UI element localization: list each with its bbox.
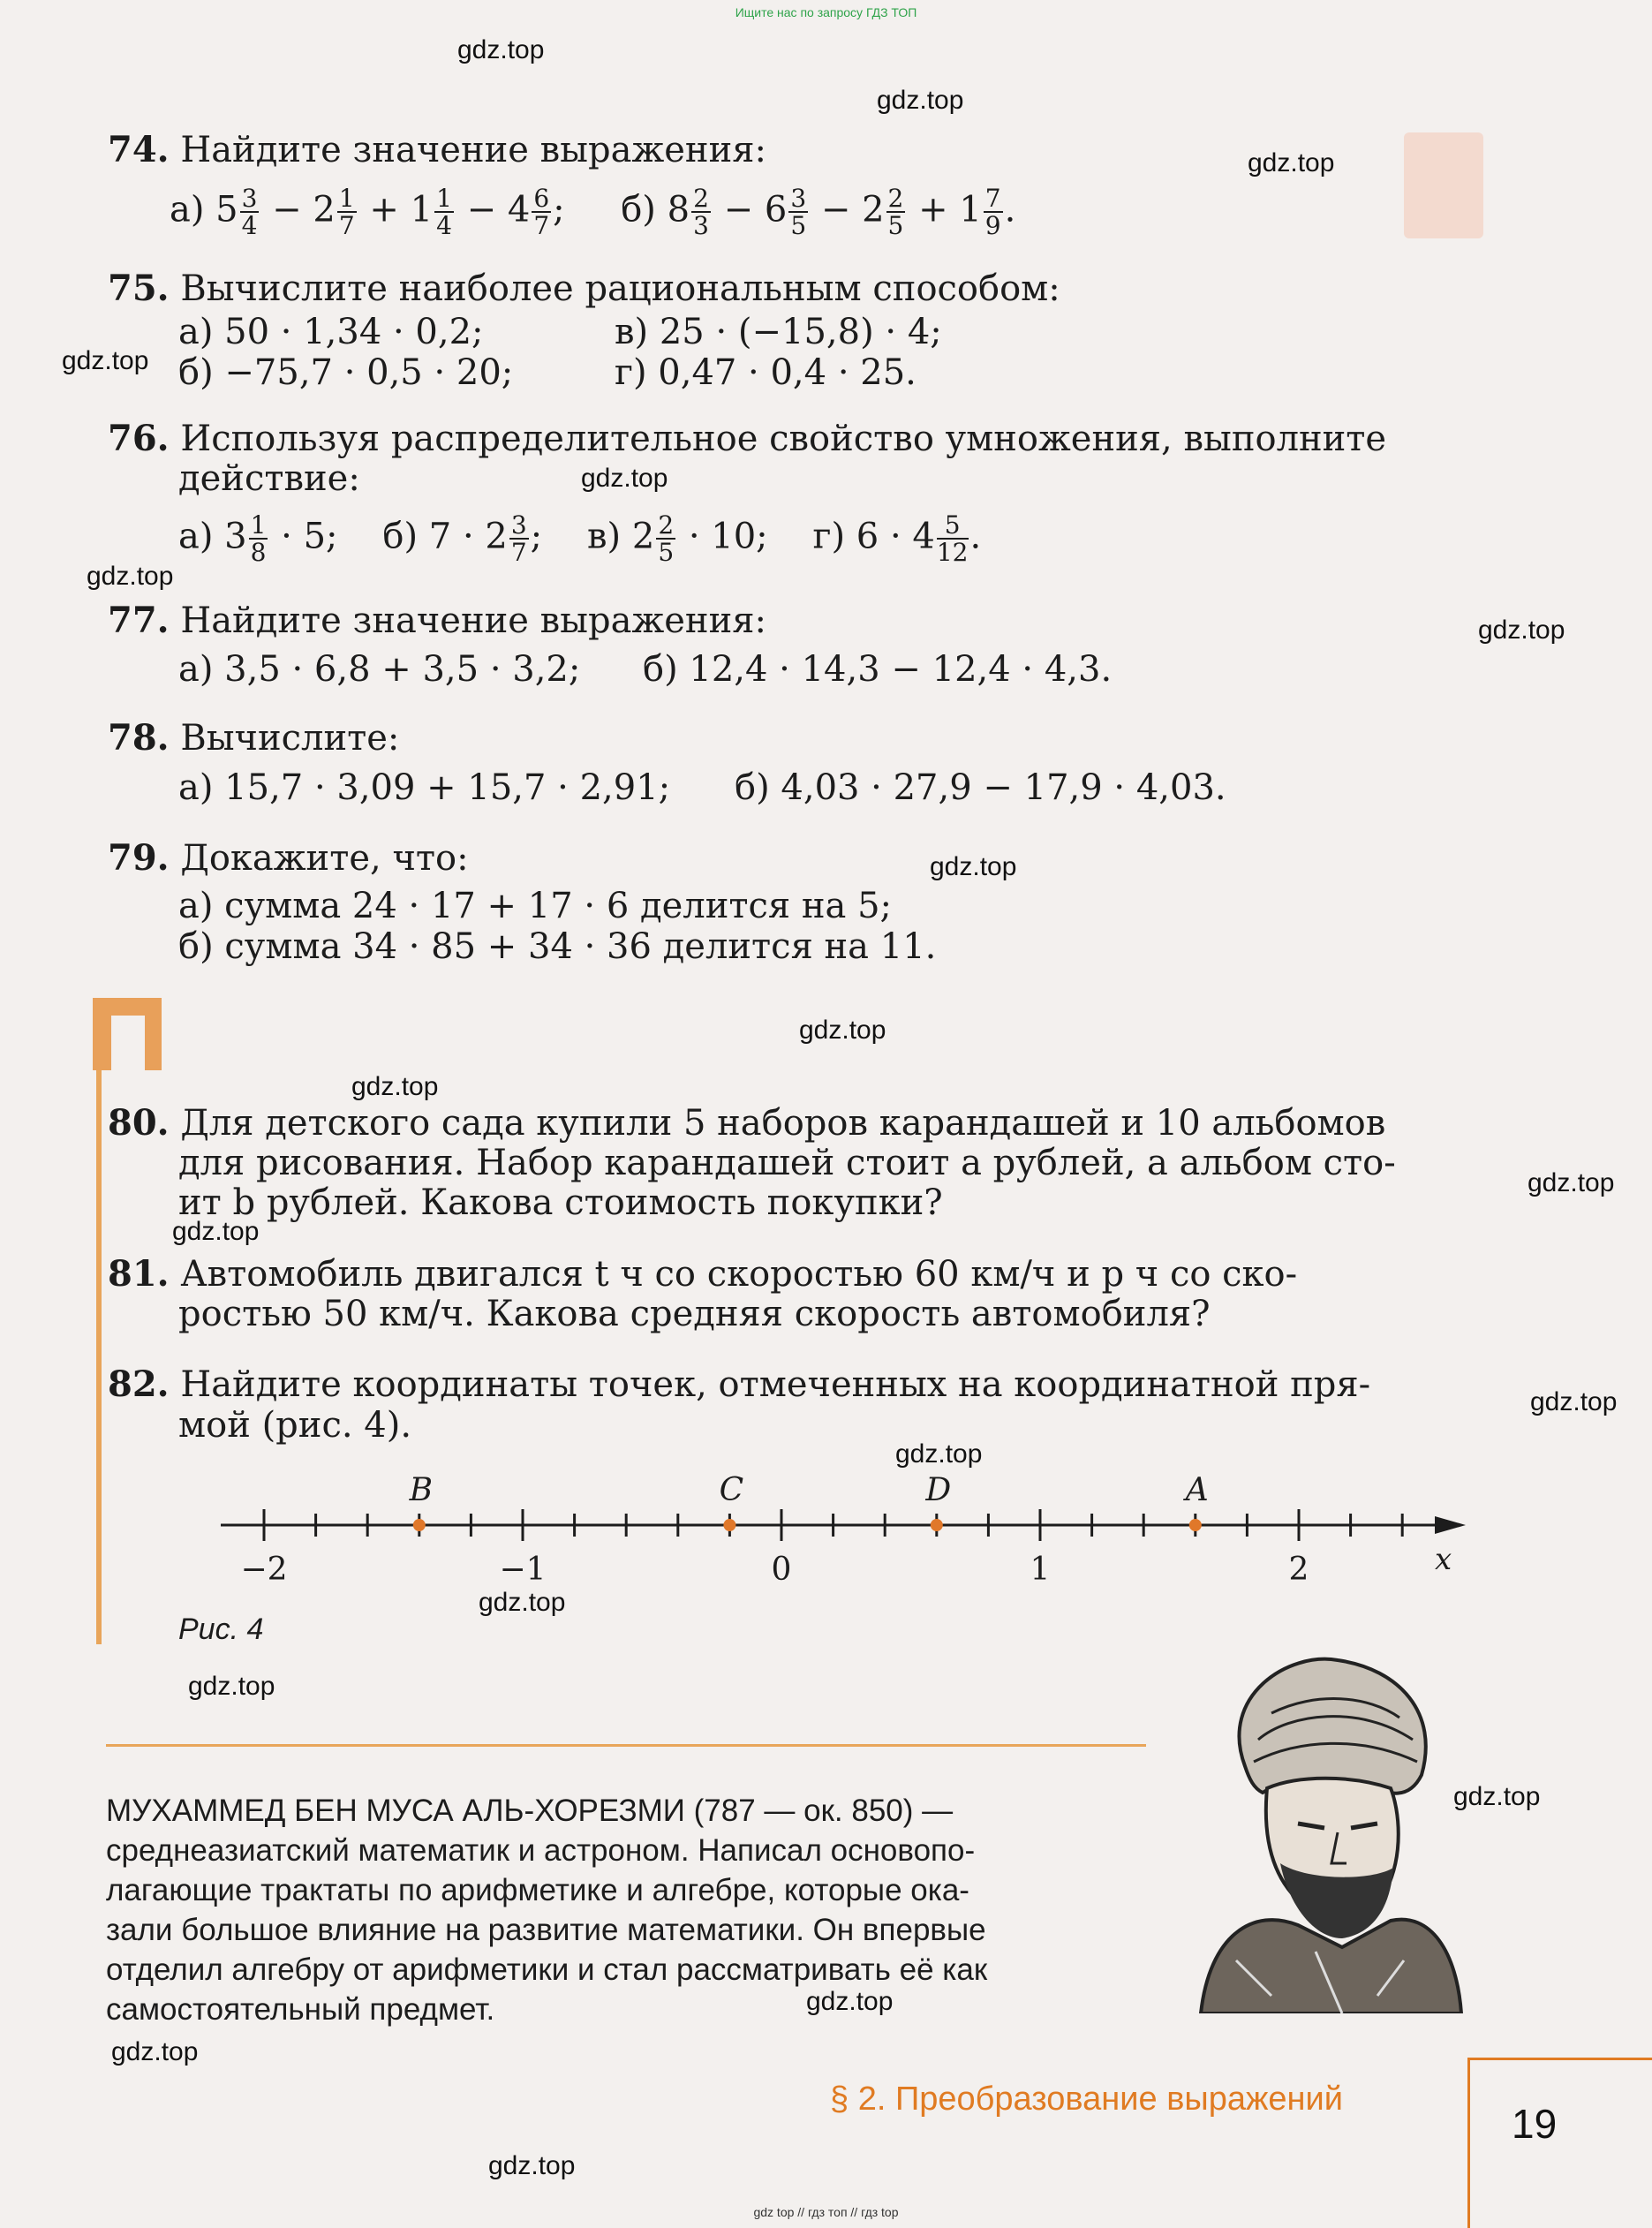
bio-divider (106, 1744, 1146, 1747)
axis-arrow (1435, 1516, 1466, 1534)
watermark: gdz.top (1248, 148, 1335, 177)
watermark: gdz.top (457, 35, 545, 64)
problem-75-c: в) 25 · (−15,8) · 4; (615, 312, 942, 352)
bottom-banner: gdz top // гдз топ // гдз top (753, 2205, 899, 2219)
problem-78: 78. Вычислите: (108, 717, 400, 759)
watermark: gdz.top (351, 1072, 439, 1101)
bio-line-3: лагающие трактаты по арифметике и алгебре, которые ока- (106, 1873, 969, 1907)
problem-80-l3: ит b рублей. Какова стоимость покупки? (178, 1182, 943, 1223)
watermark: gdz.top (1528, 1168, 1615, 1197)
figure-caption: Рис. 4 (178, 1612, 264, 1646)
point-A (1189, 1519, 1202, 1531)
top-banner: Ищите нас по запросу ГДЗ ТОП (735, 5, 917, 19)
watermark: gdz.top (188, 1672, 275, 1701)
problem-75-a: а) 50 · 1,34 · 0,2; (178, 312, 484, 352)
point-label-D: D (925, 1472, 952, 1508)
problem-77-b: б) 12,4 · 14,3 − 12,4 · 4,3. (643, 649, 1113, 690)
watermark: gdz.top (1478, 616, 1565, 645)
problem-77: 77. Найдите значение выражения: (108, 600, 766, 641)
problem-76: 76. Используя распределительное свойство умножения, выполните (108, 418, 1387, 459)
watermark: gdz.top (1453, 1782, 1541, 1811)
portrait-illustration (1183, 1643, 1466, 2013)
watermark: gdz.top (930, 852, 1017, 881)
watermark: gdz.top (87, 562, 174, 591)
problem-79: 79. Докажите, что: (108, 837, 469, 879)
problem-75-d: г) 0,47 · 0,4 · 25. (615, 352, 917, 393)
point-label-A: A (1185, 1472, 1209, 1508)
watermark: gdz.top (111, 2037, 199, 2066)
section-title: § 2. Преобразование выражений (830, 2081, 1343, 2118)
watermark: gdz.top (799, 1016, 886, 1045)
tick-label: 1 (1030, 1552, 1051, 1588)
number-line (221, 1472, 1466, 1588)
watermark: gdz.top (62, 346, 149, 375)
tick-label: −1 (499, 1552, 547, 1588)
problem-75: 75. Вычислите наиболее рациональным способом: (108, 268, 1060, 309)
page-number-box (1467, 2058, 1652, 2228)
point-C (723, 1519, 735, 1531)
point-B (413, 1519, 426, 1531)
tick-label: 2 (1288, 1552, 1309, 1588)
problem-81-l2: ростью 50 км/ч. Какова средняя скорость автомобиля? (178, 1294, 1211, 1334)
bio-line-1: МУХАММЕД БЕН МУСА АЛЬ-ХОРЕЗМИ (787 — ок. 850) — (106, 1794, 954, 1828)
point-D (931, 1519, 943, 1531)
bio-line-4: зали большое влияние на развитие математики. Он впервые (106, 1913, 986, 1947)
watermark: gdz.top (488, 2151, 576, 2180)
problem-82-l2: мой (рис. 4). (178, 1405, 412, 1446)
watermark: gdz.top (895, 1439, 983, 1469)
problem-76-text2: действие: (178, 458, 360, 499)
problem-76-expressions: а) 3 $\frac{1}{8}$ · 5; б) 7 · 2 $\frac{3}{7}$ ; в) 2 $\frac{2}{5}$ · 10; г) 6 · 4 $\frac{5}{12}$ . (178, 510, 982, 568)
watermark: gdz.top (877, 86, 964, 115)
problem-80-l2: для рисования. Набор карандашей стоит a рублей, а альбом сто- (178, 1143, 1396, 1183)
point-label-B: B (409, 1472, 434, 1508)
watermark: gdz.top (172, 1217, 260, 1246)
watermark: gdz.top (1530, 1387, 1618, 1416)
bio-line-2: среднеазиатский математик и астроном. Написал основопо- (106, 1833, 976, 1868)
bio-line-6: самостоятельный предмет. (106, 1992, 495, 2027)
axis-label: x (1435, 1542, 1452, 1577)
page-number: 19 (1512, 2101, 1558, 2147)
watermark: gdz.top (581, 464, 668, 493)
problem-80: 80. Для детского сада купили 5 наборов карандашей и 10 альбомов (108, 1102, 1386, 1144)
problem-81: 81. Автомобиль двигался t ч со скоростью 60 км/ч и p ч со ско- (108, 1253, 1298, 1295)
problem-77-a: а) 3,5 · 6,8 + 3,5 · 3,2; (178, 649, 581, 690)
point-label-C: C (719, 1472, 744, 1508)
problem-74: 74. Найдите значение выражения: (108, 129, 766, 170)
problem-78-b: б) 4,03 · 27,9 − 17,9 · 4,03. (735, 767, 1226, 808)
problem-78-a: а) 15,7 · 3,09 + 15,7 · 2,91; (178, 767, 671, 808)
problem-82: 82. Найдите координаты точек, отмеченных на координатной пря- (108, 1363, 1371, 1405)
bio-line-5: отделил алгебру от арифметики и стал рассматривать её как (106, 1952, 988, 1987)
tick-label: −2 (240, 1552, 288, 1588)
tick-label: 0 (771, 1552, 792, 1588)
watermark: gdz.top (806, 1987, 894, 2016)
problem-74-expressions: а) 5 $\frac{3}{4}$ − 2 $\frac{1}{7}$ + 1 $\frac{1}{4}$ − 4 $\frac{6}{7}$ ; б) 8 $\frac{2}{3}$ − 6 $\frac{3}{5}$ − 2 $\frac{2}{5}$ + 1 $\frac{7}{9}$ . (170, 184, 1016, 241)
problem-79-b: б) сумма 34 · 85 + 34 · 36 делится на 11. (178, 926, 937, 967)
problem-79-a: а) сумма 24 · 17 + 17 · 6 делится на 5; (178, 886, 892, 926)
watermark: gdz.top (479, 1588, 566, 1617)
problem-75-b: б) −75,7 · 0,5 · 20; (178, 352, 514, 393)
